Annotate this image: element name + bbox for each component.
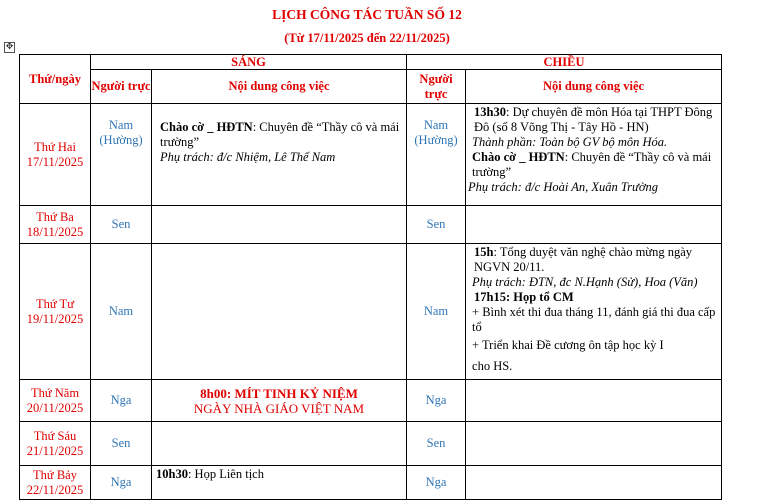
day-date: 21/11/2025: [26, 443, 84, 458]
afternoon-event-time: 13h30: [474, 105, 506, 119]
afternoon-event-text: : Tổng duyệt văn nghệ chào mừng ngày NGVN 20/11.: [474, 245, 692, 274]
day-date: 18/11/2025: [26, 224, 84, 239]
morning-content: [152, 244, 407, 380]
day-date: 17/11/2025: [26, 154, 84, 169]
table-row: [20, 244, 722, 380]
morning-duty: Nga: [91, 380, 152, 422]
morning-duty: Nga: [91, 466, 152, 500]
day-cell: [20, 466, 91, 500]
day-date: 19/11/2025: [26, 311, 84, 326]
header-morning-content: Nội dung công việc: [152, 70, 407, 104]
header-row-sections: [20, 55, 722, 70]
morning-duty: Sen: [91, 422, 152, 466]
afternoon-duty: Nam: [407, 244, 466, 380]
morning-content: [152, 206, 407, 244]
afternoon-event2-title: 17h15: Họp tổ CM: [474, 290, 574, 304]
morning-event-subtitle: NGÀY NHÀ GIÁO VIỆT NAM: [193, 400, 365, 416]
afternoon-content: [466, 206, 722, 244]
day-name: Thứ Hai: [34, 139, 76, 154]
morning-duty: Nam: [91, 244, 152, 380]
schedule-table: [19, 54, 722, 500]
afternoon-duty: Sen: [407, 206, 466, 244]
day-name: Thứ Năm: [30, 385, 80, 400]
table-row: [20, 206, 722, 244]
morning-duty: Sen: [91, 206, 152, 244]
header-morning: SÁNG: [91, 55, 407, 70]
table-row: [20, 104, 722, 206]
afternoon-content: [466, 466, 722, 500]
day-cell: [20, 422, 91, 466]
afternoon-event-note: Phụ trách: ĐTN, đc N.Hạnh (Sử), Hoa (Văn): [472, 275, 698, 289]
day-name: Thứ Sáu: [33, 428, 77, 443]
table-row: [20, 422, 722, 466]
afternoon-content: [466, 104, 722, 206]
header-afternoon-duty: Người trực: [407, 70, 466, 104]
day-name: Thứ Bảy: [33, 467, 77, 482]
morning-event-text: : Chuyên đề “Thầy cô và mái trường”: [160, 120, 400, 149]
morning-event-title: Chào cờ _ HĐTN: [160, 120, 253, 134]
afternoon-duty: Sen: [407, 422, 466, 466]
afternoon-content: [466, 380, 722, 422]
afternoon-event-time: 15h: [474, 245, 494, 259]
header-day: Thứ/ngày: [20, 55, 91, 104]
header-afternoon-content: Nội dung công việc: [466, 70, 722, 104]
header-morning-duty: Người trực: [91, 70, 152, 104]
afternoon-event-note: Thành phần: Toàn bộ GV bộ môn Hóa.: [472, 135, 668, 149]
afternoon-duty: Nam (Hường): [407, 104, 466, 206]
day-date: 22/11/2025: [26, 482, 84, 497]
header-afternoon: CHIỀU: [407, 55, 722, 70]
morning-content: [152, 422, 407, 466]
afternoon-list-item: cho HS.: [472, 359, 513, 373]
day-cell: [20, 104, 91, 206]
document-subtitle: (Từ 17/11/2025 đến 22/11/2025): [284, 31, 450, 45]
day-date: 20/11/2025: [26, 400, 84, 415]
header-row-columns: [20, 70, 722, 104]
morning-duty: Nam (Hường): [91, 104, 152, 206]
morning-event-title: 8h00: MÍT TINH KỶ NIỆM: [200, 385, 358, 401]
afternoon-event2-note: Phụ trách: đ/c Hoài An, Xuân Trường: [468, 180, 659, 194]
morning-event-text: : Họp Liên tịch: [187, 467, 264, 481]
afternoon-event2-text: : Chuyên đề “Thầy cô và mái trường”: [472, 150, 712, 179]
morning-content: [152, 104, 407, 206]
morning-content: [152, 466, 407, 500]
day-cell: [20, 206, 91, 244]
day-cell: [20, 380, 91, 422]
table-row: [20, 466, 722, 500]
day-name: Thứ Tư: [36, 296, 74, 311]
afternoon-event2-title: Chào cờ _ HĐTN: [472, 150, 565, 164]
afternoon-content: [466, 244, 722, 380]
table-row: [20, 380, 722, 422]
afternoon-content: [466, 422, 722, 466]
document-title: LỊCH CÔNG TÁC TUẦN SỐ 12: [272, 7, 462, 22]
afternoon-list-item: + Bình xét thi đua tháng 11, đánh giá thi đua cấp tổ: [472, 305, 716, 334]
day-name: Thứ Ba: [36, 209, 74, 224]
move-anchor-icon[interactable]: ✥: [5, 42, 14, 52]
morning-event-note: Phụ trách: đ/c Nhiệm, Lê Thế Nam: [160, 150, 336, 164]
morning-content: [152, 380, 407, 422]
morning-event-time: 10h30: [156, 467, 188, 481]
afternoon-event-text: : Dự chuyên đề môn Hóa tại THPT Đông Đô (số 8 Võng Thị - Tây Hồ - HN): [474, 105, 713, 134]
day-cell: [20, 244, 91, 380]
afternoon-duty: Nga: [407, 380, 466, 422]
afternoon-list-item: + Triển khai Đề cương ôn tập học kỳ I: [472, 338, 664, 352]
afternoon-duty: Nga: [407, 466, 466, 500]
